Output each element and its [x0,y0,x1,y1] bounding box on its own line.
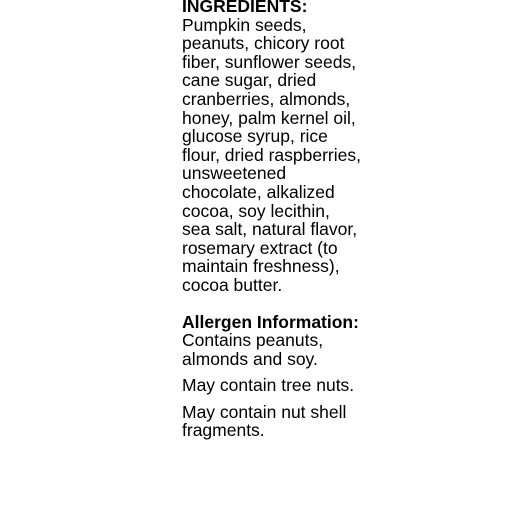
allergen-heading: Allergen Information: [182,311,359,332]
allergen-section [182,313,362,441]
ingredients-heading: INGREDIENTS: [182,0,308,16]
allergen-warning-shell-fragments: May contain nut shell fragments. [182,401,347,441]
allergen-contains: Contains peanuts, almonds and soy. [182,330,324,369]
allergen-warning-tree-nuts: May contain tree nuts. [182,375,355,396]
ingredient-label-panel [182,0,362,440]
ingredients-list: Pumpkin seeds, peanuts, chicory root fiber, sunflower seeds, cane sugar, dried cranberries, almonds, honey, palm kernel oil, glucose syrup, rice flour, dried raspberries, unsweetened chocolate, alkalized cocoa, soy lecithin, sea salt, natural flavor, rosemary extract (to maintain freshness), cocoa butter. [182,14,361,295]
